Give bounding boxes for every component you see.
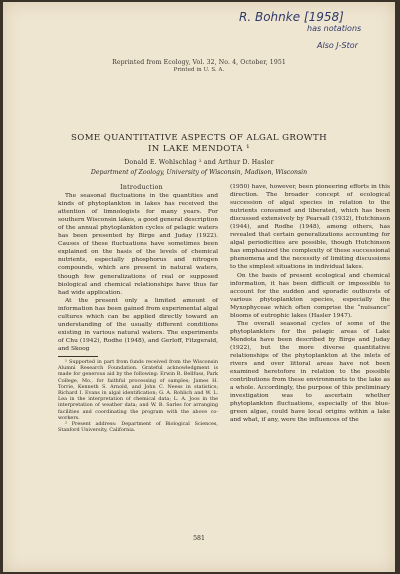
authors-line: Donald E. Wohlschlag ² and Arthur D. Hasler (124, 159, 274, 166)
paragraph: (1950) have, however, been pioneering efforts in this direction. The broader concept of ecological succession of algal species in relation to the nutrients consumed and liberated, which has been discussed extensively by Pearsall (1932), Hutchinson (1944), and Rodhe (1948), among others, has revealed that certain generalizations accounting for algal periodicities are possible, though Hutchinson has emphasized the complexity of these successional phenomena and the necessity of limiting discussions to the simplest situations in individual lakes. (230, 184, 390, 271)
section-heading: Introduction (120, 184, 163, 191)
footnote: ² Present address: Department of Biological Sciences, Stanford University, California. (58, 421, 218, 434)
paragraph: On the basis of present ecological and chemical information, it has been difficult or impossible to account for the sudden and sporadic outbursts of various phytoplankton species, especially the Myxophyceae which often comprise the “nuisance” blooms of eutrophic lakes (Hasler 1947). (230, 272, 390, 319)
page-number: 581 (193, 535, 205, 542)
printed-in-line: Printed in U. S. A. (173, 67, 225, 73)
reprint-line: Reprinted from Ecology, Vol. 32, No. 4, October, 1951 (112, 59, 286, 66)
handwritten-note-2: Also J-Stor (317, 41, 358, 50)
right-column (230, 183, 390, 424)
paper-page (3, 2, 395, 572)
footnote-rule (58, 356, 98, 357)
paragraph: The overall seasonal cycles of some of the phytoplankters for the pelagic areas of Lake Mendota have been described by Birge and Juday (1922), but the more diverse quantitative relationships of the phytoplankton at the inlets of rivers and over littoral areas have not been examined heretofore in relation to the possible contributions from these environments to the lake as a whole. Accordingly, the purpose of this preliminary investigation was to ascertain whether phytoplankton fluctuations, especially of the blue-green algae, could have local origins within a lake and what, if any, were the influences of the (230, 320, 390, 424)
department-line: Department of Zoology, University of Wisconsin, Madison, Wisconsin (90, 169, 308, 176)
handwritten-note-1: has notations (307, 24, 362, 33)
left-column (58, 184, 218, 433)
title-line-1: SOME QUANTITATIVE ASPECTS OF ALGAL GROWTH (70, 133, 328, 143)
footnote: ¹ Supported in part from funds received from the Wisconsin Alumni Research Foundation. Grateful acknowledgment is made for generous aid by the following: Erwin R. Bellfuss, Park College, Mo., for faithful processing of samples; James H. Torrie, Kenneth S. Arnold, and John C. Neess in statistics; Richard I. Evans in algal identification; G. A. Rohlich and W. L. Lea in the interpretation of chemical data; L. A. Joos in the interpretation of weather data; and W. B. Sarles for arranging facilities and coordinating the program with the above co-workers. (58, 358, 218, 421)
title-line-2: IN LAKE MENDOTA ¹ (148, 144, 250, 154)
paragraph: The seasonal fluctuations in the quantities and kinds of phytoplankton in lakes has received the attention of limnologists for many years. For southern Wisconsin lakes, a good general description of the annual phytoplankton cycles of pelagic waters has been presented by Birge and Juday (1922). Causes of these fluctuations have sometimes been explained on the basis of the levels of chemical nutrients, especially phosphorus and nitrogen compounds, which are present in natural waters, though few generalizations of real or supposed biological and chemical relationships have thus far had wide application. (58, 193, 218, 296)
paragraph: At the present only a limited amount of information has been gained from experimental algal cultures which can be applied directly toward an understanding of the usually different conditions existing in various natural waters. The experiments of Chu (1942), Rodhe (1948), and Gerloff, Fitzgerald, and Skoog (58, 297, 218, 352)
article-title (3, 133, 395, 155)
handwritten-signature: R. Bohnke [1958] (239, 10, 344, 24)
